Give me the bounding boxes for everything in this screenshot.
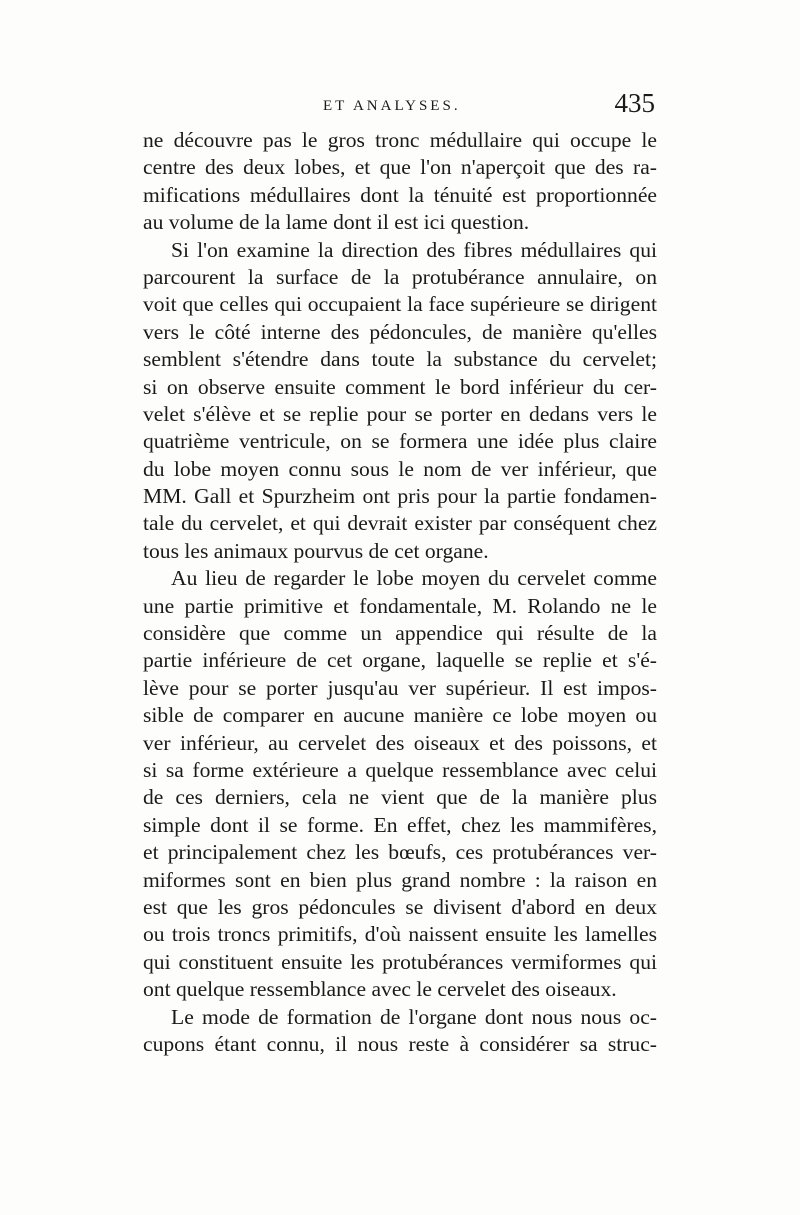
text-line: partie inférieure de cet organe, laquelle se replie et s'é- — [143, 648, 657, 673]
text-line: semblent s'étendre dans toute la substance du cervelet; — [143, 347, 657, 372]
text-line: simple dont il se forme. En effet, chez les mammifères, — [143, 812, 657, 837]
text-line: si on observe ensuite comment le bord inférieur du cer- — [143, 374, 657, 399]
text-line: de ces derniers, cela ne vient que de la manière plus — [143, 785, 657, 810]
text-line: et principalement chez les bœufs, ces protubérances ver- — [143, 840, 657, 865]
text-line: ou trois troncs primitifs, d'où naissent ensuite les lamelles — [143, 922, 657, 947]
text-line: au volume de la lame dont il est ici question. — [143, 210, 530, 235]
text-line: qui constituent ensuite les protubérances vermiformes qui — [143, 949, 657, 974]
text-line: parcourent la surface de la protubérance annulaire, on — [143, 264, 657, 289]
text-line: Au lieu de regarder le lobe moyen du cervelet comme — [171, 566, 657, 591]
text-line: voit que celles qui occupaient la face supérieure se dirigent — [143, 292, 657, 317]
text-line: du lobe moyen connu sous le nom de ver inférieur, que — [143, 456, 657, 481]
text-line: ont quelque ressemblance avec le cervelet des oiseaux. — [143, 977, 617, 1002]
page-number: 435 — [614, 88, 655, 118]
text-line: velet s'élève et se replie pour se porter en dedans vers le — [143, 401, 657, 426]
text-line: Si l'on examine la direction des fibres médullaires qui — [171, 237, 657, 262]
text-line: mifications médullaires dont la ténuité est proportionnée — [143, 182, 657, 207]
text-line: lève pour se porter jusqu'au ver supérieur. Il est impos- — [143, 675, 657, 700]
body-text — [143, 127, 657, 1058]
text-line: si sa forme extérieure a quelque ressemblance avec celui — [143, 757, 657, 782]
text-line: miformes sont en bien plus grand nombre : la raison en — [143, 867, 657, 892]
page-header — [143, 88, 655, 124]
text-line: ver inférieur, au cervelet des oiseaux et des poissons, et — [143, 730, 657, 755]
text-line: MM. Gall et Spurzheim ont pris pour la partie fondamen- — [143, 484, 657, 509]
text-line: Le mode de formation de l'organe dont nous nous oc- — [171, 1004, 657, 1029]
text-line: sible de comparer en aucune manière ce lobe moyen ou — [143, 703, 657, 728]
text-line: cupons étant connu, il nous reste à considérer sa struc- — [143, 1031, 657, 1056]
text-line: considère que comme un appendice qui résulte de la — [143, 621, 657, 646]
text-line: vers le côté interne des pédoncules, de manière qu'elles — [143, 319, 657, 344]
text-line: une partie primitive et fondamentale, M. Rolando ne le — [143, 593, 657, 618]
text-line: centre des deux lobes, et que l'on n'aperçoit que des ra- — [143, 155, 657, 180]
text-line: tale du cervelet, et qui devrait exister par conséquent chez — [143, 511, 657, 536]
text-line: est que les gros pédoncules se divisent d'abord en deux — [143, 894, 657, 919]
text-line: ne découvre pas le gros tronc médullaire qui occupe le — [143, 128, 657, 152]
text-line: tous les animaux pourvus de cet organe. — [143, 538, 489, 563]
text-line: quatrième ventricule, on se formera une idée plus claire — [143, 429, 657, 454]
running-head: ET ANALYSES. — [323, 98, 461, 114]
